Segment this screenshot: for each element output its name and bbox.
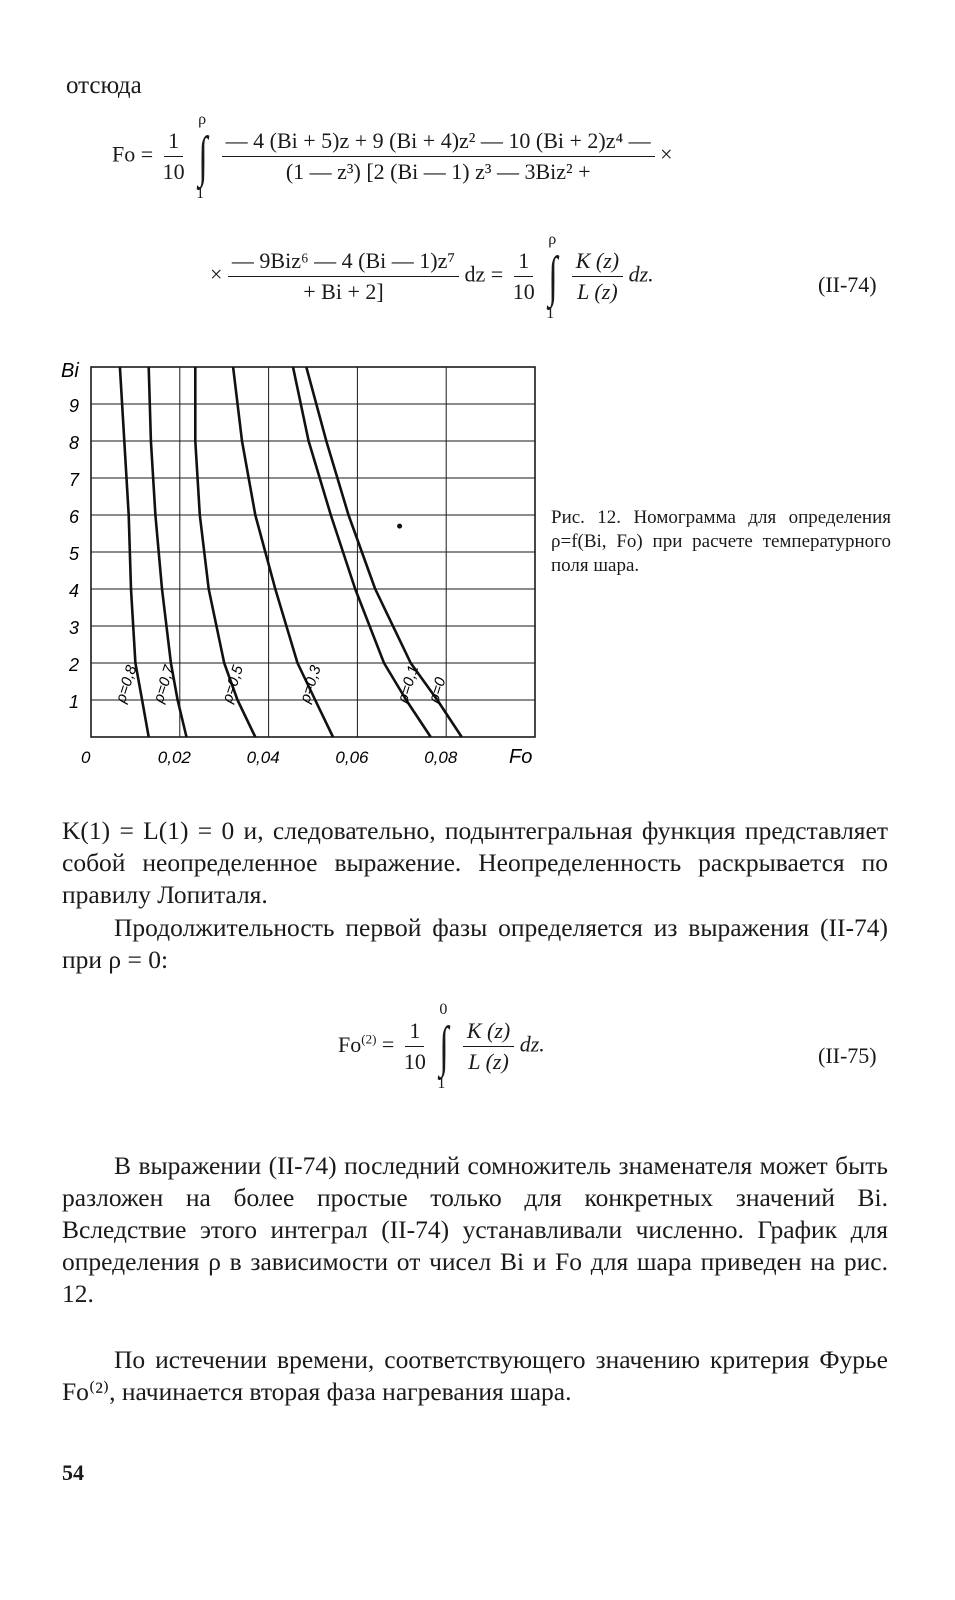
- eq75-integral-sign: 0 ∫ 1: [437, 1000, 449, 1092]
- eq74-line2-numerator: — 9Biz⁶ — 4 (Bi — 1)z⁷: [228, 248, 459, 277]
- y-tick-label: 2: [69, 655, 80, 675]
- eq75-coef-den: 10: [403, 1049, 426, 1074]
- curve-label-1: ρ=0,7: [150, 663, 179, 705]
- x-axis-title: Fo: [509, 746, 533, 768]
- eq74-integral-sign-2: ρ ∫ 1: [546, 230, 558, 322]
- paragraph-1: [62, 815, 888, 911]
- eq74-times-end: ×: [660, 141, 673, 167]
- paragraph-3-text: В выражении (II-74) последний сомножитель знаменателя может быть разложен на более простые только для конкретных значений Bi. Вследствие этого интеграл (II-74) устанавливали численно. График для определения ρ в зависимости от чисел Bi и Fo для шара приведен на рис. 12.: [62, 1151, 888, 1308]
- eq74-number: (II-74): [818, 272, 877, 297]
- eq74-times-start: ×: [210, 261, 223, 287]
- y-tick-label: 7: [69, 470, 80, 490]
- x-tick-label: 0,02: [157, 748, 191, 767]
- equation-74-line2: [210, 230, 654, 322]
- eq74-line1-denominator: (1 — z³) [2 (Bi — 1) z³ — 3Biz² +: [285, 159, 591, 184]
- paragraph-2: [62, 912, 888, 976]
- paragraph-2-text: Продолжительность первой фазы определяется из выражения (II-74) при ρ = 0:: [62, 913, 888, 974]
- equation-75: [338, 1000, 545, 1092]
- eq74-coef-den: 10: [162, 159, 185, 184]
- intro-word: отсюда: [66, 72, 142, 99]
- curve-label-0: ρ=0,8: [112, 663, 141, 705]
- eq75-k-num: K (z): [463, 1018, 514, 1047]
- y-tick-label: 4: [69, 581, 80, 601]
- paragraph-4: [62, 1344, 888, 1408]
- eq74-l-den: L (z): [577, 279, 618, 304]
- nomogram-chart: [55, 355, 545, 780]
- y-tick-label: 9: [69, 396, 80, 416]
- eq74-line2-denominator: + Bi + 2]: [303, 279, 384, 304]
- eq75-lhs: [338, 1032, 376, 1057]
- eq74-integral-sign: ρ ∫ 1: [196, 110, 208, 202]
- eq75-number: (II-75): [818, 1043, 877, 1068]
- eq74-k-num: K (z): [572, 248, 623, 277]
- paragraph-1-text: K(1) = L(1) = 0 и, следовательно, подынтегральная функция представляет собой неопределенное выражение. Неопределенность раскрывается по правилу Лопиталя.: [62, 816, 888, 909]
- eq75-l-den: L (z): [468, 1049, 509, 1074]
- eq75-sup: (2): [361, 1031, 377, 1047]
- eq74-main-fraction-2: [228, 248, 459, 305]
- eq74-int-upper: ρ: [198, 110, 207, 128]
- curve-label-2: ρ=0,5: [218, 663, 247, 705]
- y-tick-label: 3: [69, 618, 80, 638]
- curve-label-3: ρ=0,3: [296, 663, 325, 705]
- x-tick-label: 0,06: [335, 748, 369, 767]
- eq74-dz-end: dz.: [628, 261, 654, 287]
- eq74-int-lower: 1: [196, 184, 205, 202]
- figure-caption: [551, 506, 891, 578]
- eq75-int-lower: 1: [437, 1074, 446, 1092]
- paragraph-4-text: По истечении времени, соответствующего значению критерия Фурье Fo⁽²⁾, начинается вторая фаза нагревания шара.: [62, 1345, 888, 1406]
- equation-74-line1: [112, 110, 673, 202]
- eq75-coef-num: 1: [405, 1018, 424, 1047]
- y-tick-label: 8: [69, 433, 80, 453]
- eq75-int-upper: 0: [439, 1000, 448, 1018]
- stray-dot: [397, 524, 402, 529]
- eq74-coef2-num: 1: [514, 248, 533, 277]
- eq75-dz-end: dz.: [519, 1031, 545, 1057]
- caption-text: Номограмма для определения ρ=f(Bi, Fo) при расчете температурного поля шара.: [551, 507, 892, 576]
- caption-number: Рис. 12.: [551, 507, 622, 528]
- chart-ticks: [68, 396, 458, 767]
- eq74-int2-upper: ρ: [548, 230, 557, 248]
- x-tick-label: 0: [81, 748, 91, 767]
- y-tick-label: 5: [69, 544, 80, 564]
- eq74-coef-num: 1: [164, 128, 183, 157]
- eq75-kl-fraction: [463, 1018, 514, 1075]
- eq75-equals: =: [381, 1031, 395, 1057]
- eq74-main-fraction-1: [222, 128, 655, 185]
- curve-label-4: ρ=0,1: [394, 663, 423, 705]
- page-number: 54: [62, 1460, 84, 1485]
- paragraph-3: [62, 1150, 888, 1310]
- eq74-kl-fraction: [572, 248, 623, 305]
- y-tick-label: 6: [69, 507, 80, 527]
- eq74-int2-lower: 1: [546, 304, 555, 322]
- eq74-dz-equals: dz =: [464, 261, 504, 287]
- eq75-coef-fraction: [400, 1018, 430, 1075]
- y-tick-label: 1: [69, 692, 80, 712]
- x-tick-label: 0,08: [424, 748, 458, 767]
- eq74-coef2-fraction: [509, 248, 539, 305]
- eq74-coef-fraction: [159, 128, 189, 185]
- eq74-line1-numerator: — 4 (Bi + 5)z + 9 (Bi + 4)z² — 10 (Bi + 2)z⁴ —: [222, 128, 655, 157]
- eq75-fo: Fo: [338, 1031, 362, 1057]
- eq74-coef2-den: 10: [512, 279, 535, 304]
- curve-label-5: ρ=0: [425, 675, 450, 705]
- x-tick-label: 0,04: [246, 748, 280, 767]
- y-axis-title: Bi: [61, 360, 79, 382]
- eq74-lhs: Fo =: [112, 141, 154, 167]
